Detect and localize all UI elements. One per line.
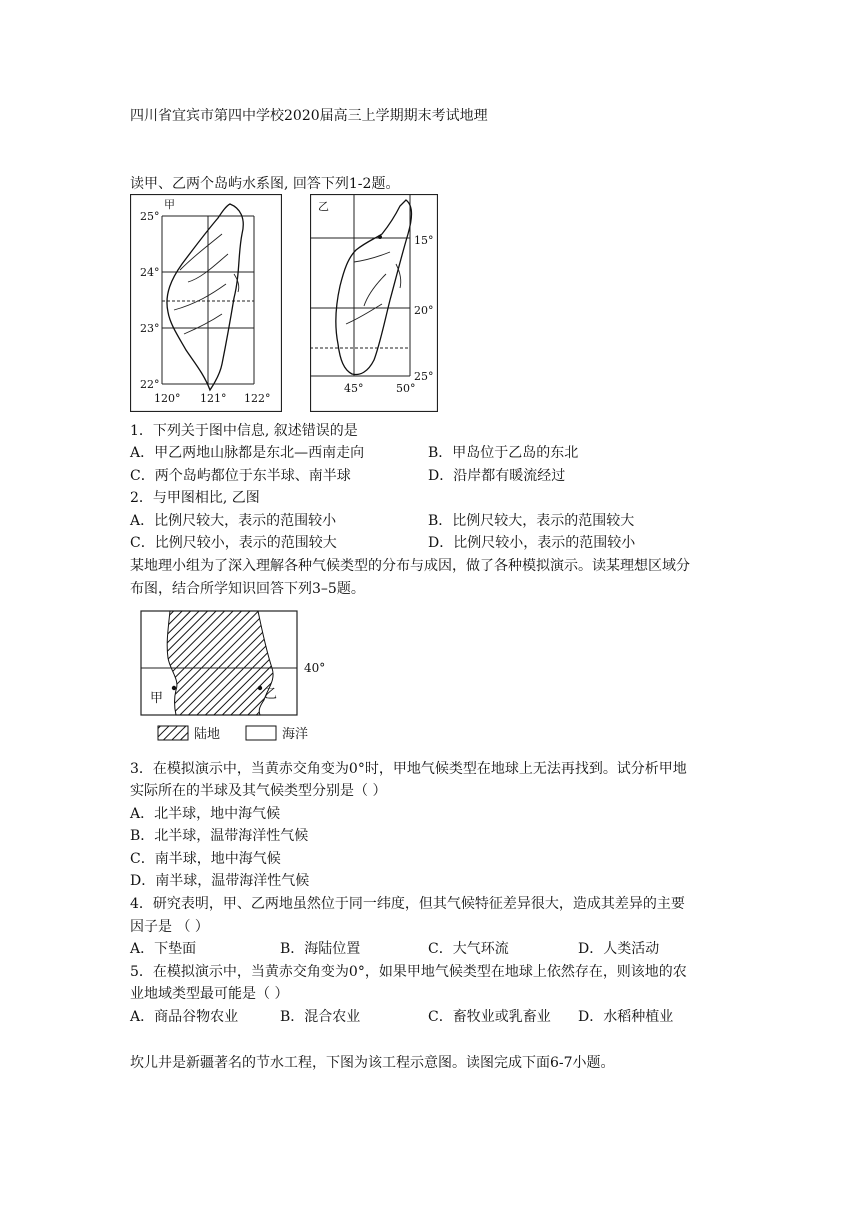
q5-option-c: C．畜牧业或乳畜业 (428, 1009, 551, 1025)
svg-text:20°: 20° (414, 304, 434, 317)
question-3-stem: 3．在模拟演示中，当黄赤交角变为0°时，甲地气候类型在地球上无法再找到。试分析甲地 (130, 761, 687, 777)
map-jia-name: 甲 (164, 198, 175, 211)
q4-option-b: B．海陆位置 (280, 941, 361, 957)
document-title: 四川省宜宾市第四中学校2020届高三上学期期末考试地理 (130, 108, 488, 124)
question-3-stem-2: 实际所在的半球及其气候类型分别是（ ） (130, 783, 387, 799)
q2-option-a: A．比例尺较大，表示的范围较小 (130, 513, 337, 529)
q4-option-a: A．下垫面 (130, 941, 197, 957)
point-jia-label: 甲 (150, 691, 164, 706)
svg-text:121°: 121° (200, 392, 227, 405)
q1-option-c: C．两个岛屿都位于东半球、南半球 (130, 468, 351, 484)
q4-option-c: C．大气环流 (428, 941, 509, 957)
q2-option-d: D．比例尺较小，表示的范围较小 (428, 535, 636, 551)
svg-text:120°: 120° (154, 392, 181, 405)
svg-text:23°: 23° (140, 322, 160, 335)
q3-option-d: D．南半球，温带海洋性气候 (130, 873, 310, 889)
svg-text:122°: 122° (244, 392, 271, 405)
q1-option-d: D．沿岸都有暖流经过 (428, 468, 566, 484)
island-map-yi (310, 194, 438, 412)
svg-text:24°: 24° (140, 266, 160, 279)
q1-option-b: B．甲岛位于乙岛的东北 (428, 445, 579, 461)
svg-text:25°: 25° (140, 210, 160, 223)
question-5-stem: 5．在模拟演示中，当黄赤交角变为0°，如果甲地气候类型在地球上依然存在，则该地的农 (130, 964, 687, 980)
svg-text:22°: 22° (140, 378, 160, 391)
svg-text:50°: 50° (396, 382, 416, 395)
question-2-stem: 2．与甲图相比, 乙图 (130, 490, 260, 506)
q5-option-a: A．商品谷物农业 (130, 1009, 239, 1025)
q5-option-d: D．水稻种植业 (578, 1009, 674, 1025)
question-1-stem: 1．下列关于图中信息, 叙述错误的是 (130, 423, 358, 439)
question-5-stem-2: 业地域类型最可能是（ ） (130, 986, 289, 1002)
svg-text:25°: 25° (414, 370, 434, 383)
island-map-jia (130, 194, 282, 412)
section3-intro: 坎儿井是新疆著名的节水工程，下图为该工程示意图。读图完成下面6-7小题。 (130, 1055, 615, 1071)
svg-text:40°: 40° (304, 661, 326, 675)
map-yi-name: 乙 (318, 200, 329, 213)
question-4-stem: 4．研究表明，甲、乙两地虽然位于同一纬度，但其气候特征差异很大，造成其差异的主要 (130, 896, 685, 912)
q2-option-b: B．比例尺较大，表示的范围较大 (428, 513, 635, 529)
q3-option-a: A．北半球，地中海气候 (130, 806, 281, 822)
point-yi-label: 乙 (264, 687, 278, 702)
question-4-stem-2: 因子是 （ ） (130, 919, 209, 935)
q1-option-a: A．甲乙两地山脉都是东北—西南走向 (130, 445, 365, 461)
legend-land: 陆地 (194, 727, 221, 742)
section2-intro-line1: 某地理小组为了深入理解各种气候类型的分布与成因，做了各种模拟演示。读某理想区域分 (130, 558, 690, 574)
q3-option-b: B．北半球，温带海洋性气候 (130, 828, 309, 844)
q2-option-c: C．比例尺较小，表示的范围较大 (130, 535, 337, 551)
svg-text:15°: 15° (414, 234, 434, 247)
q3-option-c: C．南半球，地中海气候 (130, 851, 281, 867)
q4-option-d: D．人类活动 (578, 941, 660, 957)
q5-option-b: B．混合农业 (280, 1009, 361, 1025)
section1-intro: 读甲、乙两个岛屿水系图, 回答下列1-2题。 (130, 176, 400, 192)
svg-text:45°: 45° (344, 382, 364, 395)
climate-region-map (140, 610, 340, 750)
section2-intro-line2: 布图，结合所学知识回答下列3–5题。 (130, 581, 365, 597)
legend-sea: 海洋 (282, 727, 309, 742)
